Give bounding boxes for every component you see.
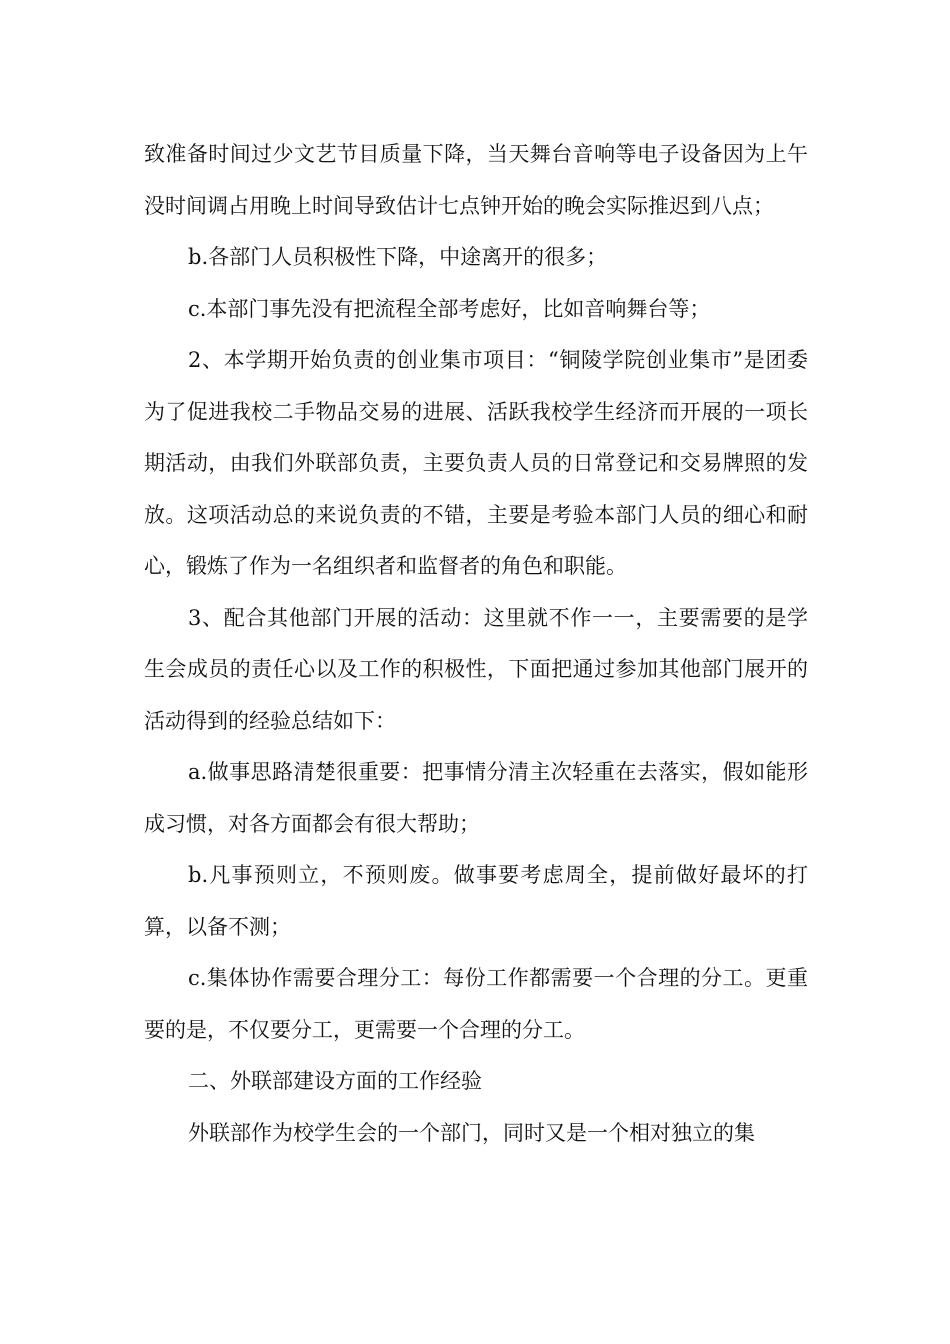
paragraph-item-c-1: c.本部门事先没有把流程全部考虑好，比如音响舞台等； <box>188 296 711 321</box>
paragraph-item-b-2: b.凡事预则立，不预则废。做事要考虑周全，提前做好最坏的打算，以备不测； <box>144 863 808 939</box>
paragraph-item-a: a.做事思路清楚很重要：把事情分清主次轻重在去落实，假如能形成习惯，对各方面都会有很大帮助； <box>144 760 808 836</box>
paragraph-section-2: 2、本学期开始负责的创业集市项目：“铜陵学院创业集市”是团委为了促进我校二手物品交易的进展、活跃我校学生经济而开展的一项长期活动，由我们外联部负责，主要负责人员的日常登记和交易牌照的发放。这项活动总的来说负责的不错，主要是考验本部门人员的细心和耐心，锻炼了作为一名组织者和监督者的角色和职能。 <box>144 348 808 578</box>
paragraph-continuation: 致准备时间过少文艺节目质量下降，当天舞台音响等电子设备因为上午没时间调占用晚上时间导致估计七点钟开始的晚会实际推迟到八点； <box>144 142 808 218</box>
section-heading: 二、外联部建设方面的工作经验 <box>188 1069 482 1093</box>
paragraph-item-c-2: c.集体协作需要合理分工：每份工作都需要一个合理的分工。更重要的是，不仅要分工，更需要一个合理的分工。 <box>144 966 808 1042</box>
paragraph-section-3: 3、配合其他部门开展的活动：这里就不作一一，主要需要的是学生会成员的责任心以及工作的积极性，下面把通过参加其他部门展开的活动得到的经验总结如下： <box>144 605 808 733</box>
paragraph-item-b-1: b.各部门人员积极性下降，中途离开的很多； <box>188 245 608 269</box>
document-body <box>144 129 808 1159</box>
paragraph-intro: 外联部作为校学生会的一个部门，同时又是一个相对独立的集 <box>188 1120 755 1145</box>
